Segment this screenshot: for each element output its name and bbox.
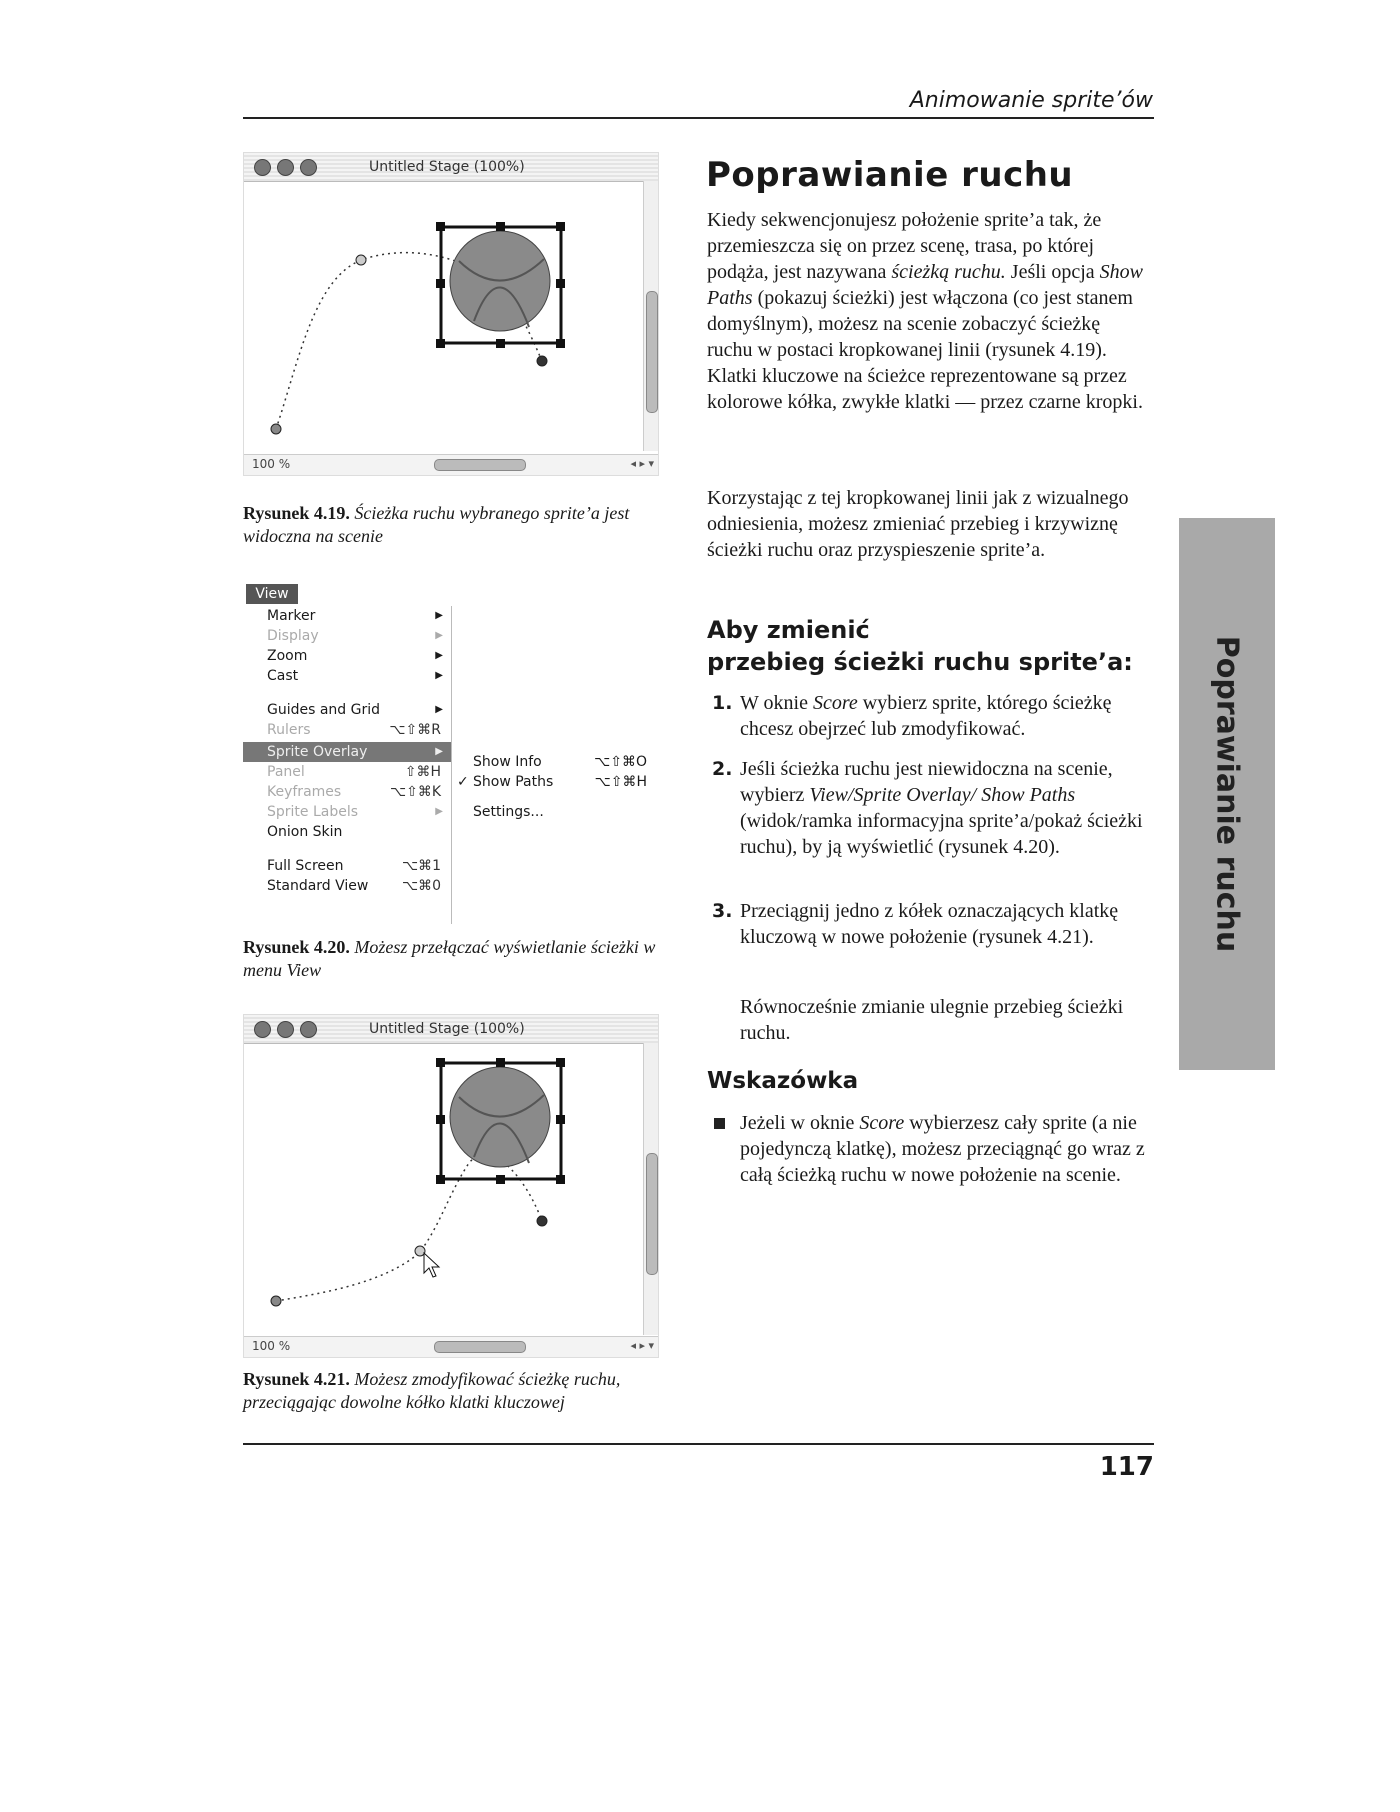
menu-item[interactable]: [243, 700, 451, 720]
keyframe-circle: [271, 424, 281, 434]
window-titlebar[interactable]: [244, 153, 658, 182]
menu-item-label: Keyframes: [267, 784, 342, 800]
menu-item[interactable]: [243, 876, 451, 896]
intro-paragraph: Kiedy sekwencjonujesz położenie sprite’a tak, że przemieszcza się on przez scenę, trasa, po której podąża, jest nazywana ścieżką ruchu. Jeśli opcja Show Paths (pokazuj ścieżki) jest włączona (co jest stanem domyślnym), możesz na scenie zobaczyć ścieżkę ruchu w postaci kropkowanej linii (rysunek 4.19). Klatki kluczowe na ścieżce reprezentowane są przez kolorowe kółka, zwykłe klatki — przez czarne kropki.: [707, 209, 1143, 413]
header-rule: [243, 117, 1154, 119]
view-menu-figure: [243, 584, 673, 929]
menu-item-label: Display: [267, 628, 319, 644]
zoom-level[interactable]: 100 %: [252, 1339, 291, 1353]
submenu-arrow-icon: ▶: [435, 806, 443, 817]
submenu-item-label: Show Info: [473, 754, 542, 770]
second-paragraph: Korzystając z tej kropkowanej linii jak z wizualnego odniesienia, możesz zmieniać przebieg i krzywiznę ścieżki ruchu oraz przyspieszenie sprite’a.: [707, 487, 1129, 561]
submenu-item-shortcut: ⌥⇧⌘H: [594, 774, 647, 790]
zoom-icon[interactable]: [300, 1021, 317, 1038]
menu-item-label: Panel: [267, 764, 305, 780]
scroll-thumb[interactable]: [434, 459, 526, 471]
vertical-scrollbar[interactable]: [643, 1043, 658, 1335]
menu-item[interactable]: [243, 646, 451, 666]
figure-caption: [243, 1368, 663, 1414]
menu-item-label: Rulers: [267, 722, 311, 738]
tip-heading: Wskazówka: [707, 1068, 859, 1094]
menu-item[interactable]: [243, 666, 451, 686]
menu-item[interactable]: [243, 720, 451, 740]
scroll-thumb[interactable]: [646, 1153, 658, 1275]
caption-label: Rysunek 4.21.: [243, 1369, 350, 1389]
menu-item-label: Onion Skin: [267, 824, 343, 840]
menu-item[interactable]: [243, 822, 451, 842]
submenu-arrow-icon: ▶: [435, 704, 443, 715]
keyframe-circle: [537, 356, 547, 366]
caption-text: Ścieżka ruchu wybranego sprite’a jest widoczna na scenie: [243, 503, 630, 546]
side-thumb-tab: [1179, 518, 1275, 1070]
cursor-arrow-icon: [424, 1253, 439, 1277]
running-head: Animowanie sprite’ów: [909, 88, 1153, 113]
menu-item-label: Guides and Grid: [267, 702, 381, 718]
side-tab-label: Poprawianie ruchu: [1209, 635, 1245, 953]
menu-item[interactable]: [243, 626, 451, 646]
page-number: 117: [1099, 1452, 1154, 1482]
vertical-scrollbar[interactable]: [643, 181, 658, 451]
stage-canvas[interactable]: [244, 1043, 644, 1337]
caption-label: Rysunek 4.20.: [243, 937, 350, 957]
caption-label: Rysunek 4.19.: [243, 503, 350, 523]
menu-item-shortcut: ⌥⇧⌘K: [389, 784, 441, 800]
figure-caption: [243, 936, 663, 982]
minimize-icon[interactable]: [277, 159, 294, 176]
stage-window-figure-1: [243, 152, 659, 476]
caption-text: Możesz zmodyfikować ścieżkę ruchu, przeciągając dowolne kółko klatki kluczowej: [243, 1369, 621, 1412]
menu-item-label: Sprite Overlay: [267, 744, 368, 760]
submenu-arrow-icon: ▶: [435, 746, 443, 757]
menu-item-label: Zoom: [267, 648, 308, 664]
stage-canvas[interactable]: [244, 181, 644, 455]
menu-item-label: Marker: [267, 608, 316, 624]
submenu-item[interactable]: [453, 802, 655, 822]
window-title: Untitled Stage (100%): [369, 1021, 525, 1037]
close-icon[interactable]: [254, 1021, 271, 1038]
menu-item-label: Standard View: [267, 878, 369, 894]
stage-window-figure-3: [243, 1014, 659, 1358]
submenu-arrow-icon: ▶: [435, 610, 443, 621]
menu-item-label: Cast: [267, 668, 299, 684]
submenu-item-label: Show Paths: [473, 774, 554, 790]
keyframe-circle: [356, 255, 366, 265]
procedure-heading: Aby zmienić przebieg ścieżki ruchu sprite’a:: [707, 616, 1133, 676]
horizontal-scrollbar[interactable]: [244, 454, 658, 475]
menu-item[interactable]: [243, 606, 451, 626]
horizontal-scrollbar[interactable]: [244, 1336, 658, 1357]
close-icon[interactable]: [254, 159, 271, 176]
menu-item-label: Full Screen: [267, 858, 344, 874]
menu-item-shortcut: ⌥⇧⌘R: [389, 722, 441, 738]
submenu-item[interactable]: [453, 772, 655, 792]
menu-title[interactable]: View: [246, 584, 298, 604]
menu-item[interactable]: [243, 742, 451, 762]
submenu-arrow-icon: ▶: [435, 670, 443, 681]
submenu-item-label: Settings...: [473, 804, 544, 820]
submenu-item[interactable]: [453, 752, 655, 772]
bullet-square-icon: [714, 1118, 725, 1129]
section-heading: Poprawianie ruchu: [706, 155, 1074, 195]
window-title: Untitled Stage (100%): [369, 159, 525, 175]
menu-item-shortcut: ⌥⌘1: [401, 858, 441, 874]
menu-item[interactable]: [243, 802, 451, 822]
scroll-thumb[interactable]: [646, 291, 658, 413]
menu-item[interactable]: [243, 856, 451, 876]
scroll-arrows[interactable]: ◂ ▸ ▾: [630, 1339, 654, 1352]
figure-caption: [243, 502, 663, 548]
scroll-thumb[interactable]: [434, 1341, 526, 1353]
keyframe-circle: [271, 1296, 281, 1306]
submenu-item-shortcut: ⌥⇧⌘O: [594, 754, 647, 770]
menu-item-shortcut: ⌥⌘0: [401, 878, 441, 894]
footer-rule: [243, 1443, 1154, 1445]
submenu-arrow-icon: ▶: [435, 650, 443, 661]
window-titlebar[interactable]: [244, 1015, 658, 1044]
view-menu: [243, 606, 452, 924]
scroll-arrows[interactable]: ◂ ▸ ▾: [630, 457, 654, 470]
menu-item[interactable]: [243, 782, 451, 802]
zoom-level[interactable]: 100 %: [252, 457, 291, 471]
minimize-icon[interactable]: [277, 1021, 294, 1038]
zoom-icon[interactable]: [300, 159, 317, 176]
menu-item-shortcut: ⇧⌘H: [404, 764, 441, 780]
sprite-overlay-submenu: [453, 752, 655, 822]
menu-item-label: Sprite Labels: [267, 804, 359, 820]
keyframe-circle: [537, 1216, 547, 1226]
menu-item[interactable]: [243, 762, 451, 782]
submenu-arrow-icon: ▶: [435, 630, 443, 641]
checkmark-icon: ✓: [457, 774, 469, 790]
caption-text: Możesz przełączać wyświetlanie ścieżki w menu View: [243, 937, 656, 980]
